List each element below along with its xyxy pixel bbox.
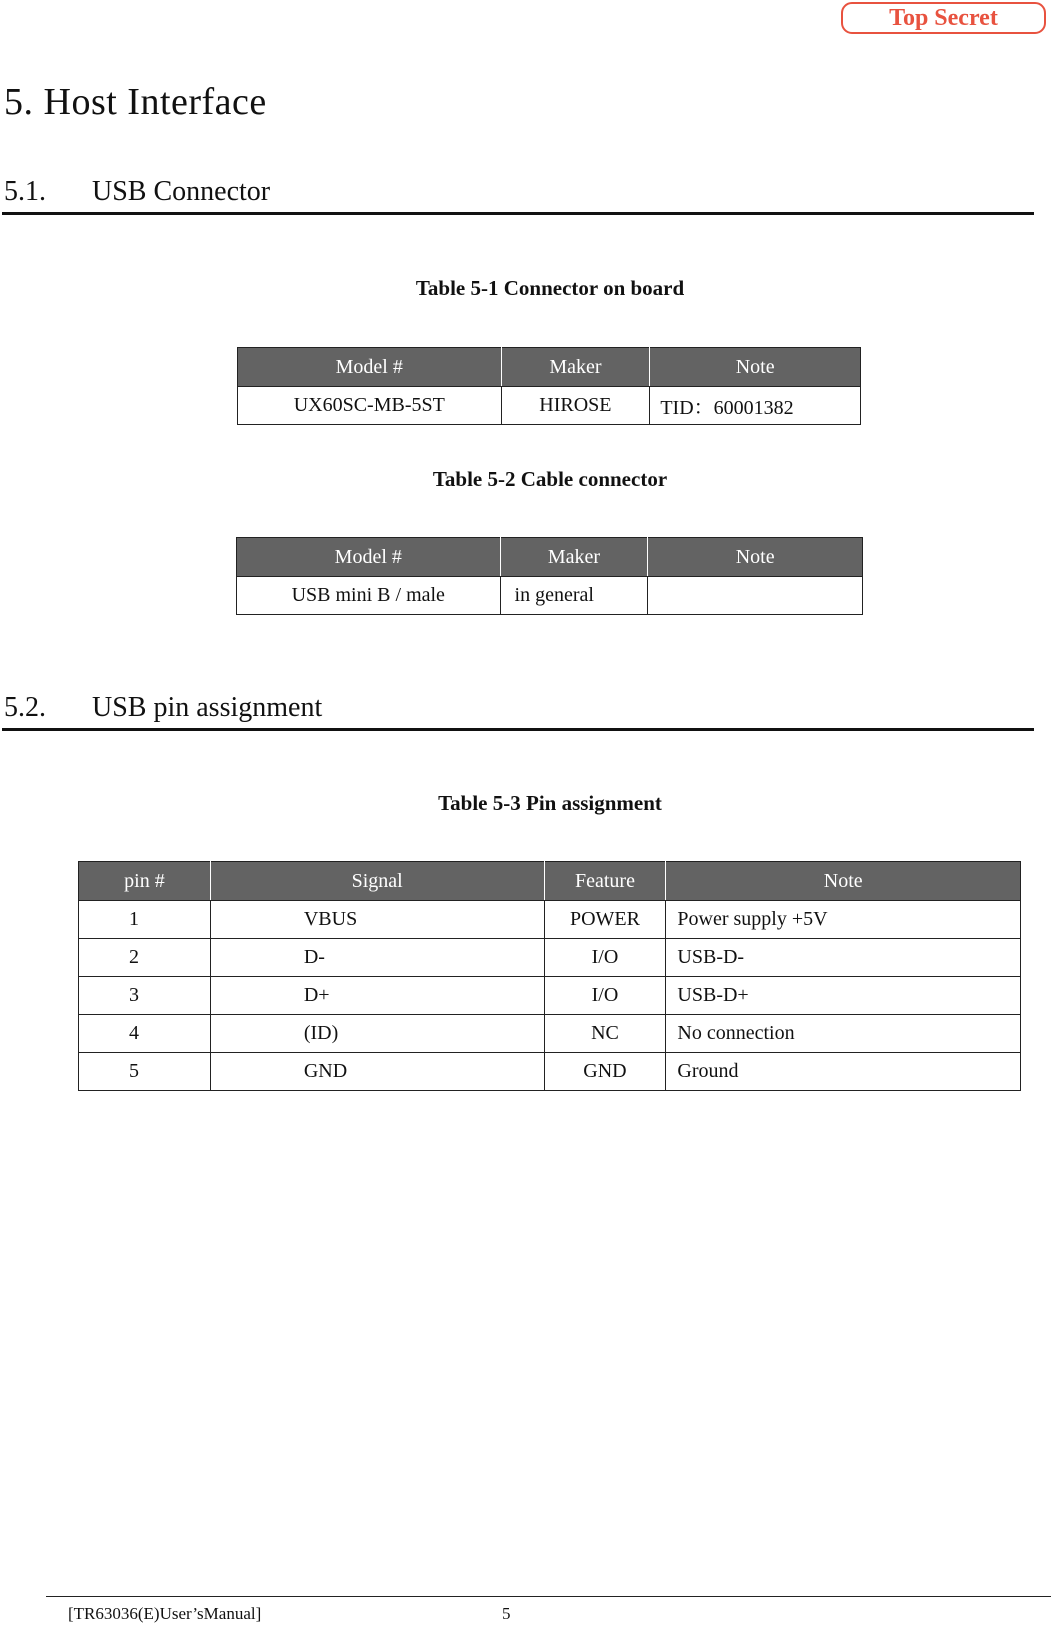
table-cell: Ground	[666, 1053, 1021, 1091]
table-cell: NC	[544, 1015, 666, 1053]
table-cell: D+	[210, 977, 544, 1015]
column-header: Model #	[238, 348, 502, 387]
column-header: Signal	[210, 862, 544, 901]
table-cell: I/O	[544, 977, 666, 1015]
table-caption: Table 5-3 Pin assignment	[438, 791, 662, 815]
cable-connector-table	[236, 537, 863, 615]
table-cell: POWER	[544, 901, 666, 939]
table-cell: 4	[79, 1015, 211, 1053]
table-caption: Table 5-1 Connector on board	[415, 276, 685, 300]
column-header: Note	[648, 538, 863, 577]
table-cell: (ID)	[210, 1015, 544, 1053]
top-secret-stamp: Top Secret	[841, 2, 1046, 34]
table-row	[79, 939, 1021, 977]
column-header: Model #	[237, 538, 501, 577]
table-cell: GND	[210, 1053, 544, 1091]
table-cell: 3	[79, 977, 211, 1015]
section-number: 5.1.	[4, 176, 46, 207]
table-row	[79, 901, 1021, 939]
connector-on-board-table	[237, 347, 861, 425]
table-cell: in general	[500, 577, 648, 615]
section-heading-usb-pin-assignment	[2, 692, 1034, 731]
table-cell: 1	[79, 901, 211, 939]
section-title: USB pin assignment	[92, 692, 323, 723]
pin-assignment-table	[78, 861, 1021, 1091]
table-header-row	[237, 538, 863, 577]
table-cell: 5	[79, 1053, 211, 1091]
chapter-title: 5. Host Interface	[4, 81, 267, 123]
table-row	[238, 387, 861, 425]
table-cell: UX60SC-MB-5ST	[238, 387, 502, 425]
table-header-row	[238, 348, 861, 387]
table-cell: D-	[210, 939, 544, 977]
footer-document-name: [TR63036(E)User’sManual]	[68, 1604, 262, 1623]
table-cell: VBUS	[210, 901, 544, 939]
table-cell: USB-D+	[666, 977, 1021, 1015]
table-caption: Table 5-2 Cable connector	[432, 467, 668, 491]
table-cell	[648, 577, 863, 615]
table-cell: No connection	[666, 1015, 1021, 1053]
page-number: 5	[502, 1604, 511, 1623]
section-title: USB Connector	[92, 176, 271, 207]
table-cell: I/O	[544, 939, 666, 977]
table-cell: USB-D-	[666, 939, 1021, 977]
table-cell: GND	[544, 1053, 666, 1091]
column-header: Note	[666, 862, 1021, 901]
table-cell: TID：60001382	[650, 387, 861, 425]
table-cell: Power supply +5V	[666, 901, 1021, 939]
table-row	[79, 1015, 1021, 1053]
column-header: Note	[650, 348, 861, 387]
column-header: pin #	[79, 862, 211, 901]
section-number: 5.2.	[4, 692, 46, 723]
table-row	[237, 577, 863, 615]
table-header-row	[79, 862, 1021, 901]
section-heading-usb-connector	[2, 176, 1034, 215]
table-row	[79, 1053, 1021, 1091]
table-cell: USB mini B / male	[237, 577, 501, 615]
table-cell: 2	[79, 939, 211, 977]
footer-divider	[46, 1596, 1051, 1597]
table-cell: HIROSE	[501, 387, 650, 425]
column-header: Maker	[500, 538, 648, 577]
column-header: Maker	[501, 348, 650, 387]
table-row	[79, 977, 1021, 1015]
column-header: Feature	[544, 862, 666, 901]
